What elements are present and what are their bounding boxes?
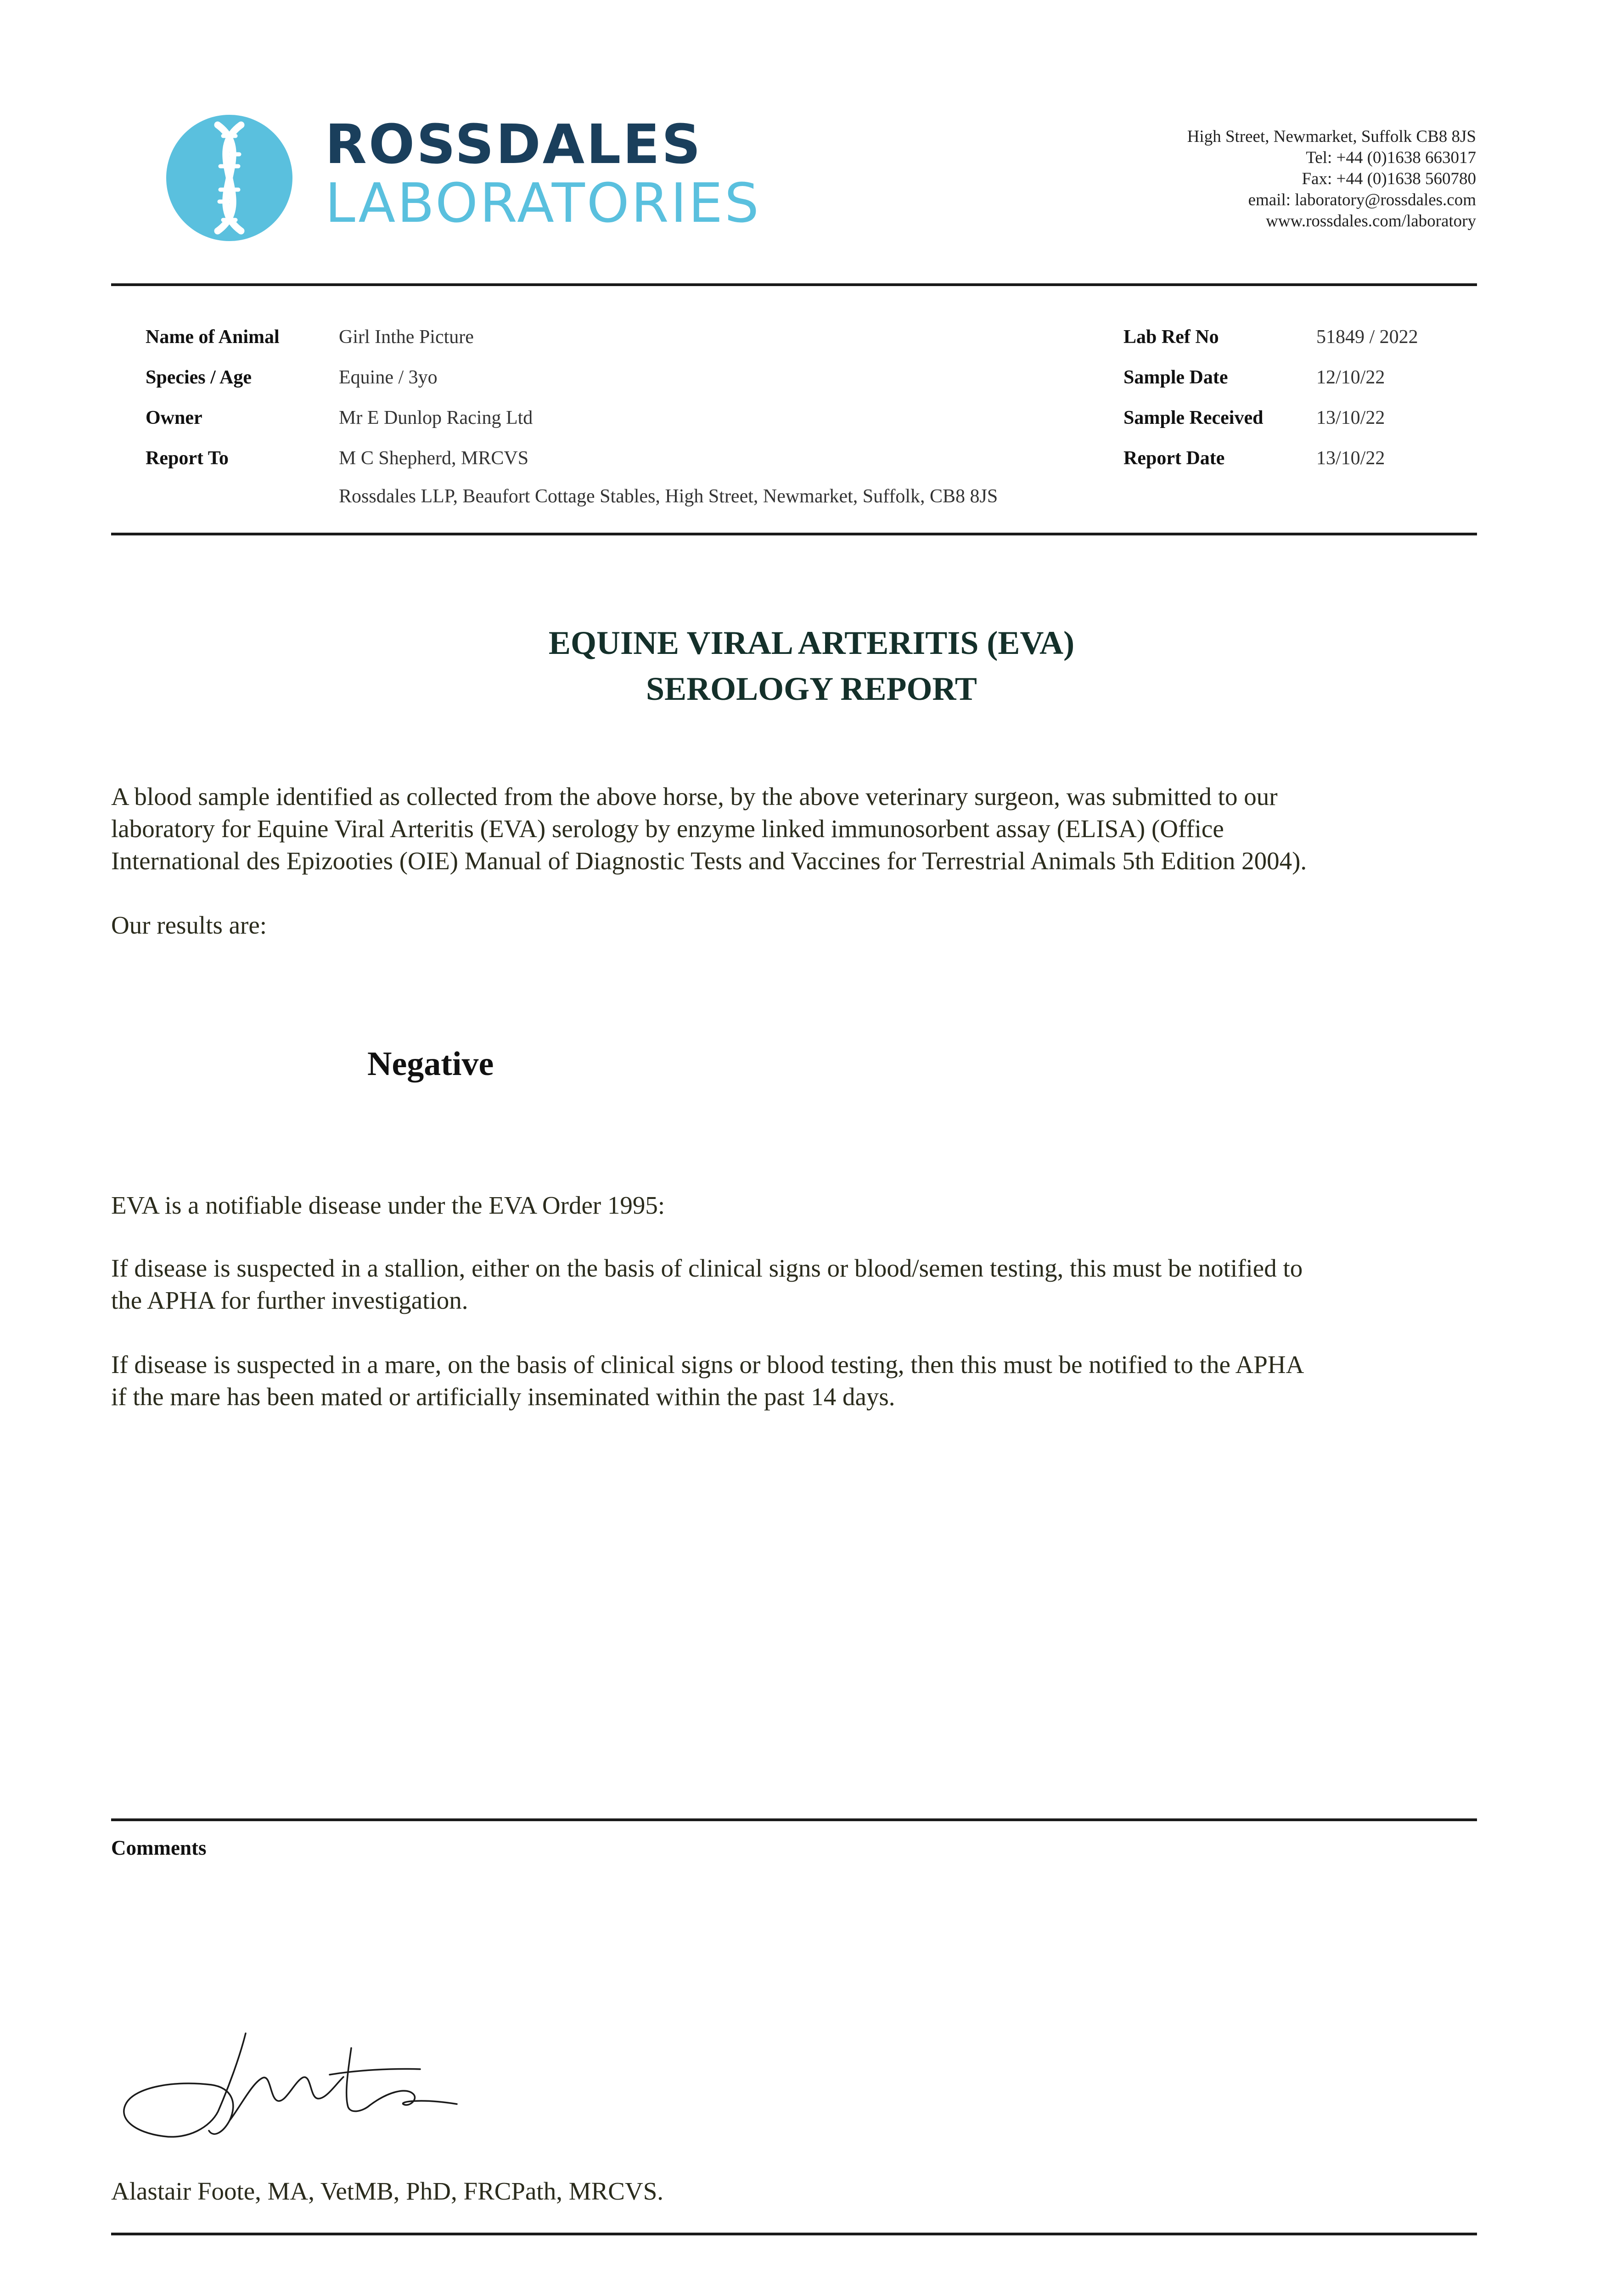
brand-wordmark [325,113,761,235]
species-age-value: Equine / 3yo [339,367,438,388]
lab-ref-label: Lab Ref No [1123,326,1219,348]
notice-heading: EVA is a notifiable disease under the EVA Order 1995: [111,1191,665,1219]
report-date-value: 13/10/22 [1316,448,1385,469]
brand-name: ROSSDALES [325,113,702,176]
stallion-paragraph [111,1252,1488,1317]
mare-paragraph [111,1349,1488,1413]
intro-line2: laboratory for Equine Viral Arteritis (EVA) serology by enzyme linked immunosorbent assay (ELISA) (Office [111,815,1224,843]
report-title-line1: EQUINE VIRAL ARTERITIS (EVA) [548,625,1075,661]
result-value: Negative [367,1045,494,1083]
dna-helix-icon [166,115,292,241]
details-divider [111,533,1477,535]
mare-line1: If disease is suspected in a mare, on the basis of clinical signs or blood testing, then this must be notified to the APHA [111,1351,1304,1379]
species-age-label: Species / Age [146,367,252,388]
sample-received-value: 13/10/22 [1316,407,1385,428]
mare-line2: if the mare has been mated or artificially inseminated within the past 14 days. [111,1383,895,1411]
comments-label: Comments [111,1836,207,1859]
stallion-line2: the APHA for further investigation. [111,1286,468,1314]
footer-divider [111,2233,1477,2235]
contact-email: email: laboratory@rossdales.com [1248,191,1476,209]
results-label: Our results are: [111,911,267,939]
report-to-value: M C Shepherd, MRCVS [339,448,529,469]
owner-label: Owner [146,407,202,428]
contact-website: www.rossdales.com/laboratory [1266,212,1476,231]
signatory-name: Alastair Foote, MA, VetMB, PhD, FRCPath, MRCVS. [111,2177,664,2205]
stallion-line1: If disease is suspected in a stallion, either on the basis of clinical signs or blood/semen testing, this must be notified to [111,1254,1303,1282]
report-title [0,620,1623,712]
contact-fax: Fax: +44 (0)1638 560780 [1302,169,1476,188]
name-of-animal-label: Name of Animal [146,326,280,348]
contact-block [1187,126,1476,232]
comments-divider [111,1818,1477,1821]
sample-received-label: Sample Received [1123,407,1264,428]
report-to-address: Rossdales LLP, Beaufort Cottage Stables, High Street, Newmarket, Suffolk, CB8 8JS [339,486,998,507]
intro-line1: A blood sample identified as collected from the above horse, by the above veterinary surgeon, was submitted to our [111,782,1278,810]
name-of-animal-value: Girl Inthe Picture [339,326,474,348]
signature-image [119,2030,468,2149]
brand-subtitle: LABORATORIES [325,171,761,235]
report-date-label: Report Date [1123,448,1225,469]
sample-date-value: 12/10/22 [1316,367,1385,388]
contact-address: High Street, Newmarket, Suffolk CB8 8JS [1187,127,1476,146]
contact-tel: Tel: +44 (0)1638 663017 [1306,148,1476,167]
intro-line3: International des Epizooties (OIE) Manual of Diagnostic Tests and Vaccines for Terrestrial Animals 5th Edition 2004). [111,847,1307,875]
owner-value: Mr E Dunlop Racing Ltd [339,407,533,428]
sample-date-label: Sample Date [1123,367,1228,388]
report-to-label: Report To [146,448,229,469]
report-title-line2: SEROLOGY REPORT [646,670,977,707]
lab-ref-value: 51849 / 2022 [1316,326,1418,348]
intro-paragraph [111,781,1488,877]
header-divider [111,283,1477,286]
